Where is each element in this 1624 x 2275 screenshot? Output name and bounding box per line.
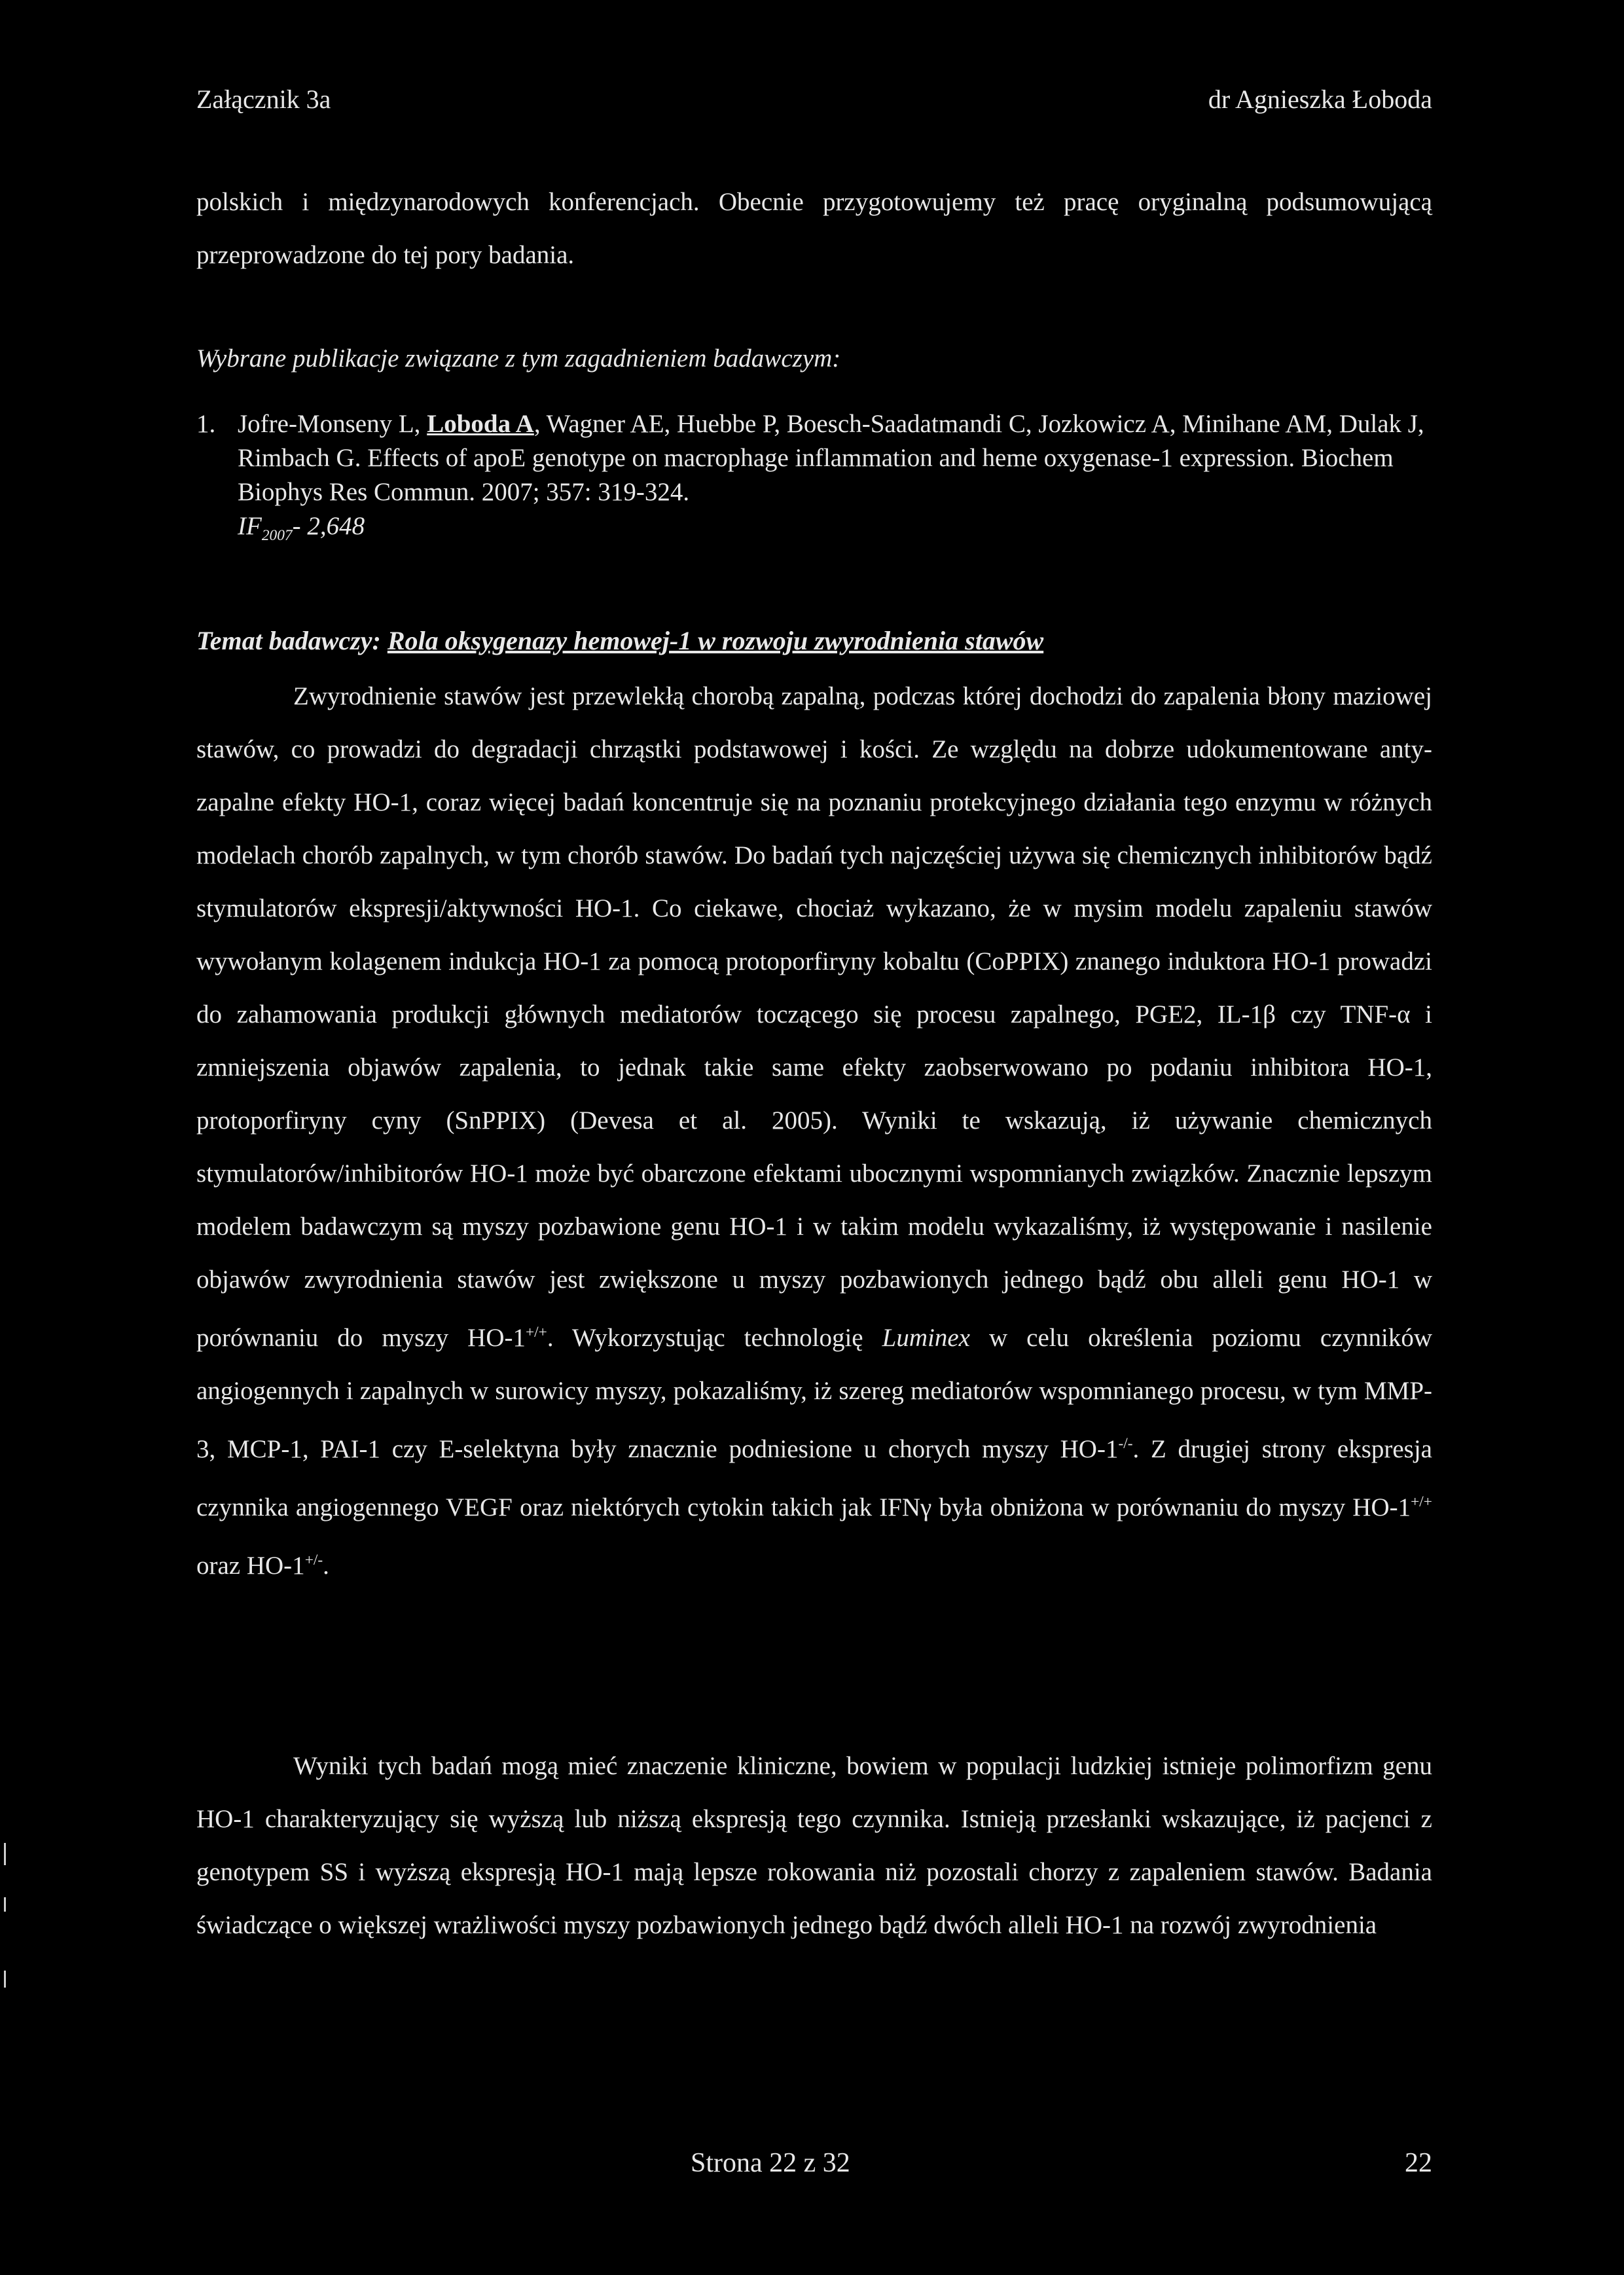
topic-paragraph <box>196 670 1432 1592</box>
topic-text-part2: . Wykorzystując technologię <box>547 1324 882 1352</box>
publication-highlighted-author: Loboda A <box>427 410 534 438</box>
publication-citation: , Wagner AE, Huebbe P, Boesch-Saadatmandi C, Jozkowicz A, Minihane AM, Dulak J, Rimbach G. Effects of apoE genotype on macrophage inflammation and heme oxygenase-1 expression. Biochem Biophys Res Commun. 2007; 357: 319-324. <box>238 410 1424 506</box>
impact-factor-year: 2007 <box>261 526 293 544</box>
footer-page-label: Strona 22 z 32 <box>691 2148 850 2178</box>
scan-margin-mark <box>4 1897 6 1912</box>
footer-page-number: 22 <box>1405 2148 1432 2178</box>
intro-paragraph-block <box>196 175 1432 282</box>
genotype-superscript: -/- <box>1118 1435 1133 1452</box>
luminex-term: Luminex <box>882 1324 970 1352</box>
impact-factor-label: IF <box>238 512 262 540</box>
closing-paragraph-block <box>196 1739 1432 1952</box>
topic-text-part5: oraz HO-1 <box>196 1552 305 1580</box>
research-topic-title: Rola oksygenazy hemowej-1 w rozwoju zwyrodnienia stawów <box>387 626 1044 655</box>
topic-paragraph-block <box>196 670 1432 1592</box>
impact-factor <box>238 509 1432 553</box>
impact-factor-value: - 2,648 <box>292 512 365 540</box>
intro-paragraph: polskich i międzynarodowych konferencjach. Obecnie przygotowujemy też pracę oryginalną podsumowującą przeprowadzone do tej pory badania. <box>196 188 1432 269</box>
topic-text-part6: . <box>323 1552 329 1580</box>
publication-item <box>196 407 1432 553</box>
scan-margin-mark <box>4 1843 6 1865</box>
closing-paragraph: Wyniki tych badań mogą mieć znaczenie kliniczne, bowiem w populacji ludzkiej istnieje polimorfizm genu HO-1 charakteryzujący się wyższą lub niższą ekspresją tego czynnika. Istnieją przesłanki wskazujące, iż pacjenci z genotypem SS i wyższą ekspresją HO-1 mają lepsze rokowania niż pozostali chorzy z zapaleniem stawów. Badania świadczące o większej wrażliwości myszy pozbawionych jednego bądź dwóch alleli HO-1 na rozwój zwyrodnienia <box>196 1752 1432 1939</box>
topic-text-part4: . Z drugiej strony ekspresja czynnika angiogennego VEGF oraz niektórych cytokin takich jak IFNγ była obniżona w porównaniu do myszy HO-1 <box>196 1435 1432 1521</box>
genotype-superscript: +/- <box>304 1552 323 1569</box>
research-topic <box>196 625 1043 656</box>
genotype-superscript: +/+ <box>1411 1493 1432 1510</box>
publications-heading: Wybrane publikacje związane z tym zagadnieniem badawczym: <box>196 344 841 373</box>
scan-margin-mark <box>4 1971 6 1988</box>
header-attachment-label: Załącznik 3a <box>196 84 331 114</box>
topic-text-part3: w celu określenia poziomu czynników angiogennych i zapalnych w surowicy myszy, pokazaliśmy, iż szereg mediatorów wspomnianego procesu, w tym MMP-3, MCP-1, PAI-1 czy E-selektyna były znacznie podniesione u chorych myszy HO-1 <box>196 1324 1433 1463</box>
research-topic-label: Temat badawczy: <box>196 626 381 655</box>
publication-number: 1. <box>196 410 216 438</box>
genotype-superscript: +/+ <box>525 1324 547 1341</box>
publication-authors-before: Jofre-Monseny L, <box>238 410 421 438</box>
topic-text-part1: Zwyrodnienie stawów jest przewlekłą chorobą zapalną, podczas której dochodzi do zapalenia błony maziowej stawów, co prowadzi do degradacji chrząstki podstawowej i kości. Ze względu na dobrze udokumentowane anty-zapalne efekty HO-1, coraz więcej badań koncentruje się na poznaniu protekcyjnego działania tego enzymu w różnych modelach chorób zapalnych, w tym chorób stawów. Do badań tych najczęściej używa się chemicznych inhibitorów bądź stymulatorów ekspresji/aktywności HO-1. Co ciekawe, chociaż wykazano, że w mysim modelu zapaleniu stawów wywołanym kolagenem indukcja HO-1 za pomocą protoporfiryny kobaltu (CoPPIX) znanego induktora HO-1 prowadzi do zahamowania produkcji głównych mediatorów toczącego się procesu zapalnego, PGE2, IL-1β czy TNF-α i zmniejszenia objawów zapalenia, to jednak takie same efekty zaobserwowano po podaniu inhibitora HO-1, protoporfiryny cyny (SnPPIX) (Devesa et al. 2005). Wyniki te wskazują, iż używanie chemicznych stymulatorów/inhibitorów HO-1 może być obarczone efektami ubocznymi wspomnianych związków. Znacznie lepszym modelem badawczym są myszy pozbawione genu HO-1 i w takim modelu wykazaliśmy, iż występowanie i nasilenie objawów zwyrodnienia stawów jest zwiększone u myszy pozbawionych jednego bądź obu alleli genu HO-1 w porównaniu do myszy HO-1 <box>196 682 1432 1352</box>
header-author-name: dr Agnieszka Łoboda <box>1208 84 1432 114</box>
